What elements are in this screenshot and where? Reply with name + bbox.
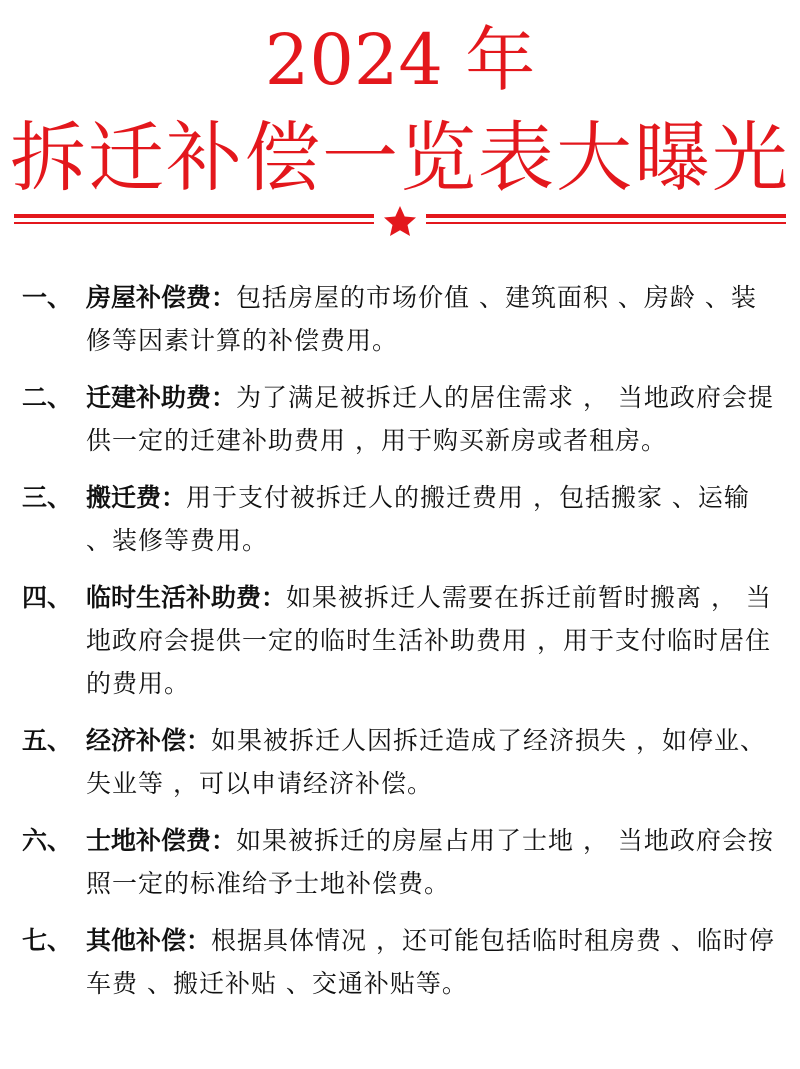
item-heading: 搬迁费：: [86, 483, 187, 512]
list-item: [22, 576, 782, 705]
item-text: 用于支付被拆迁人的搬迁费用 ，包括搬家 、运输 、装修等费用。: [86, 483, 750, 555]
item-heading: 临时生活补助费：: [86, 583, 287, 612]
title-year: 2024 年: [264, 19, 536, 101]
item-text: 如果被拆迁人因拆迁造成了经济损失 ，如停业、失业等 ，可以申请经济补偿。: [86, 726, 766, 798]
page-title: 拆迁补偿一览表大曝光: [10, 113, 790, 202]
list-item: [22, 376, 782, 462]
item-heading: 房屋补偿费：: [86, 283, 237, 312]
title-divider: [14, 206, 786, 240]
item-heading: 经济补偿：: [86, 726, 212, 755]
list-item: [22, 276, 782, 362]
list-item: [22, 476, 782, 562]
item-text: 包括房屋的市场价值 、建筑面积 、房龄 、装修等因素计算的补偿费用。: [86, 283, 757, 355]
item-text: 如果被拆迁的房屋占用了士地 ， 当地政府会按照一定的标准给予士地补偿费。: [86, 826, 774, 898]
list-item: [22, 719, 782, 805]
item-number: 五、: [22, 726, 73, 755]
list-item: [22, 819, 782, 905]
item-number: 一、: [22, 283, 73, 312]
item-text: 如果被拆迁人需要在拆迁前暂时搬离 ， 当地政府会提供一定的临时生活补助费用 ，用于支付临时居住的费用。: [86, 583, 772, 698]
item-number: 四、: [22, 583, 73, 612]
item-heading: 迁建补助费：: [86, 383, 237, 412]
item-number: 三、: [22, 483, 73, 512]
star-icon: [384, 206, 416, 236]
item-heading: 其他补偿：: [86, 926, 212, 955]
item-number: 二、: [22, 383, 73, 412]
item-text: 根据具体情况 ，还可能包括临时租房费 、临时停车费 、搬迁补贴 、交通补贴等。: [86, 926, 775, 998]
item-heading: 士地补偿费：: [86, 826, 237, 855]
list-item: [22, 919, 782, 1005]
compensation-list: [22, 276, 782, 1019]
item-text: 为了满足被拆迁人的居住需求 ， 当地政府会提供一定的迁建补助费用 ，用于购买新房或者租房。: [86, 383, 774, 455]
item-number: 六、: [22, 826, 73, 855]
item-number: 七、: [22, 926, 73, 955]
